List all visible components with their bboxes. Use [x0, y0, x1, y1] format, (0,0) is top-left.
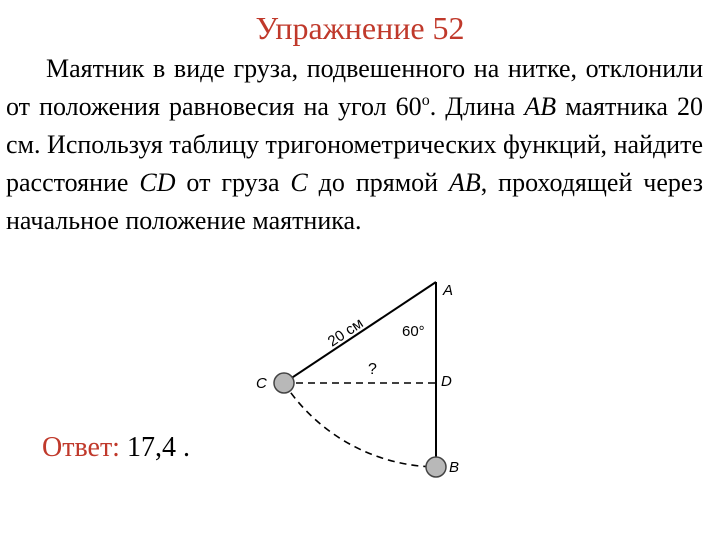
problem-part-4: от груза: [175, 168, 291, 197]
label-b: B: [449, 459, 460, 476]
segment-ab: AB: [524, 92, 557, 121]
problem-part-2: . Длина: [429, 92, 525, 121]
problem-part-6: , проходящей через начальное положение маятника.: [6, 168, 704, 235]
unknown-label: ?: [368, 361, 377, 378]
angle-label: 60°: [402, 323, 425, 340]
point-c: C: [290, 168, 308, 197]
label-d: D: [441, 373, 452, 390]
answer-label: Ответ:: [42, 432, 120, 463]
label-a: A: [443, 282, 454, 299]
label-c: C: [256, 375, 267, 392]
answer-value: 17,4 .: [126, 432, 190, 463]
answer: [42, 432, 190, 464]
problem-part-3: маятника 20 см. Используя таблицу тригонометрических функций, найдите расстояние: [6, 92, 703, 197]
line-ab: AB: [448, 168, 481, 197]
weight-b: [426, 457, 446, 477]
problem-part-5: до прямой: [307, 168, 449, 197]
length-label: 20 см: [324, 314, 367, 351]
weight-c: [274, 373, 294, 393]
swing-arc: [284, 383, 436, 467]
segment-cd: CD: [139, 168, 176, 197]
degree-sup: o: [421, 92, 430, 109]
problem-part-1: Маятник в виде груза, подвешенного на нитке, отклонили от положения равновесия на угол 60: [6, 54, 703, 121]
exercise-title: Упражнение 52: [255, 10, 465, 46]
